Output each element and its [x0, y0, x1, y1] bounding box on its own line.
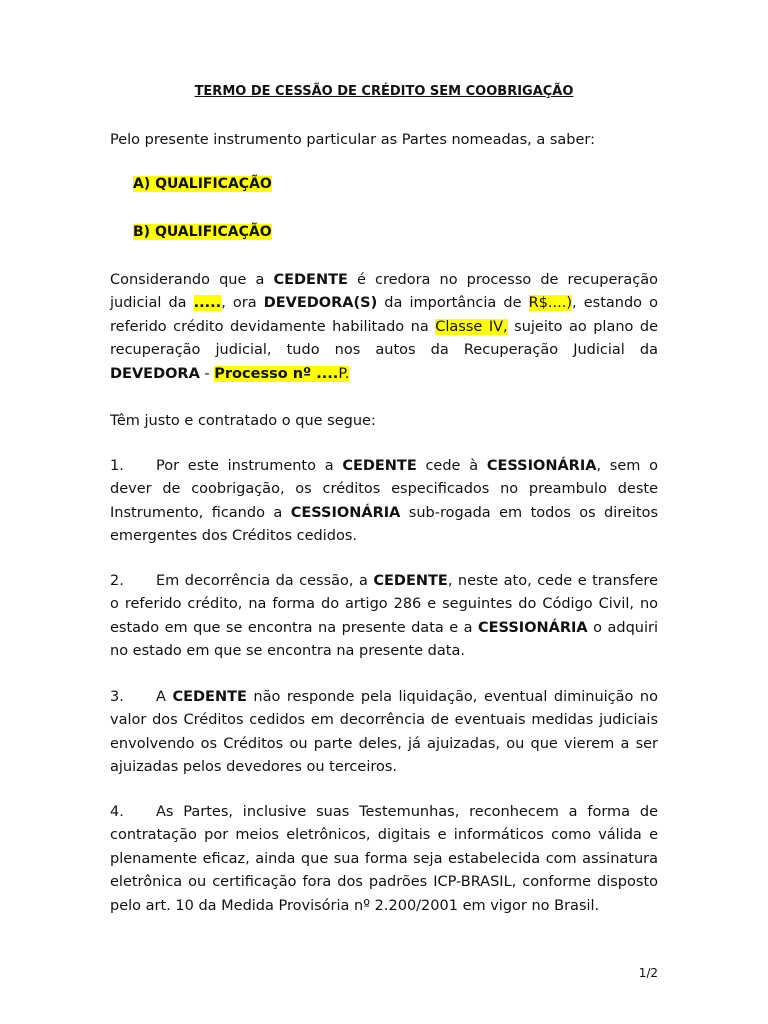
text-run: Considerando que a — [110, 272, 274, 288]
text-run: cede à — [416, 458, 487, 474]
cessionaria-term: CESSIONÁRIA — [290, 504, 401, 521]
text-run: o adquiri no estado em que se encontra na presente data. — [110, 619, 659, 660]
qualification-a — [133, 176, 272, 192]
page-number: 1/2 — [638, 966, 658, 980]
text-run: não responde pela liquidação, eventual diminuição no valor dos Créditos cedidos em decorrência de eventuais medidas judiciais envolvendo os Créditos ou parte deles, já ajuizadas, ou que vierem a ser ajuizadas pelos devedores ou terceiros. — [110, 689, 658, 776]
text-run: sujeito ao plano de recuperação judicial, tudo nos autos da Recuperação Judicial da — [110, 318, 659, 359]
clause-number: 1. — [110, 458, 124, 474]
text-run: , estando o referido crédito devidamente habilitado na — [110, 295, 658, 335]
qualification-b-label: B) QUALIFICAÇÃO — [133, 224, 272, 240]
clause-number: 2. — [110, 573, 124, 589]
devedoras-term: DEVEDORA(S) — [263, 295, 378, 312]
text-run: As Partes, inclusive suas Testemunhas, reconhecem a forma de contratação por meios eletrônicos, digitais e informáticos como válida e plenamente eficaz, ainda que sua forma seja estabelecida com assinatura eletrônica ou certificação fora dos padrões ICP-BRASIL, conforme disposto pelo art. 10 da Medida Provisória nº 2.200/2001 em vigor no Brasil. — [110, 804, 658, 914]
processo-suffix: P. — [338, 365, 350, 382]
document-title: TERMO DE CESSÃO DE CRÉDITO SEM COOBRIGAÇÃO — [194, 84, 574, 99]
cedente-term: CEDENTE — [342, 458, 417, 474]
text-run: - — [199, 365, 215, 382]
clause-1 — [110, 455, 658, 549]
agreed-paragraph: Têm justo e contratado o que segue: — [110, 413, 376, 429]
placeholder-amount: R$....) — [528, 295, 573, 312]
text-run: , ora — [221, 295, 264, 312]
considering-paragraph — [110, 269, 658, 386]
text-run: , sem o dever de coobrigação, os créditos especificados no preambulo deste Instrumento, ficando a — [110, 458, 658, 521]
cessionaria-term: CESSIONÁRIA — [478, 619, 588, 636]
placeholder-debtor: ..... — [193, 295, 222, 312]
cedente-term: CEDENTE — [273, 272, 348, 288]
qualification-b — [133, 224, 272, 240]
text-run: Por este instrumento a — [156, 458, 343, 474]
clause-number: 3. — [110, 689, 124, 705]
qualification-a-label: A) QUALIFICAÇÃO — [133, 176, 272, 192]
cedente-term: CEDENTE — [172, 689, 247, 705]
clause-4 — [110, 801, 658, 918]
text-run: é credora no processo de recuperação judicial da — [110, 272, 658, 312]
clause-2 — [110, 570, 658, 664]
text-run: , neste ato, cede e transfere o referido crédito, na forma do artigo 286 e seguintes do Código Civil, no estado em que se encontra na presente data e a — [110, 573, 658, 636]
text-run: A — [156, 689, 173, 705]
clause-3 — [110, 686, 658, 780]
clause-number: 4. — [110, 804, 124, 820]
text-run: Em decorrência da cessão, a — [156, 573, 374, 589]
cedente-term: CEDENTE — [373, 573, 448, 589]
classe-highlight: Classe IV, — [435, 318, 508, 335]
intro-paragraph: Pelo presente instrumento particular as Partes nomeadas, a saber: — [110, 132, 595, 148]
cessionaria-term: CESSIONÁRIA — [486, 458, 597, 474]
text-run: da importância de — [377, 295, 529, 312]
text-run: sub-rogada em todos os direitos emergentes dos Créditos cedidos. — [110, 504, 658, 545]
processo-placeholder: Processo nº .... — [214, 365, 339, 382]
devedora-term: DEVEDORA — [110, 365, 200, 382]
